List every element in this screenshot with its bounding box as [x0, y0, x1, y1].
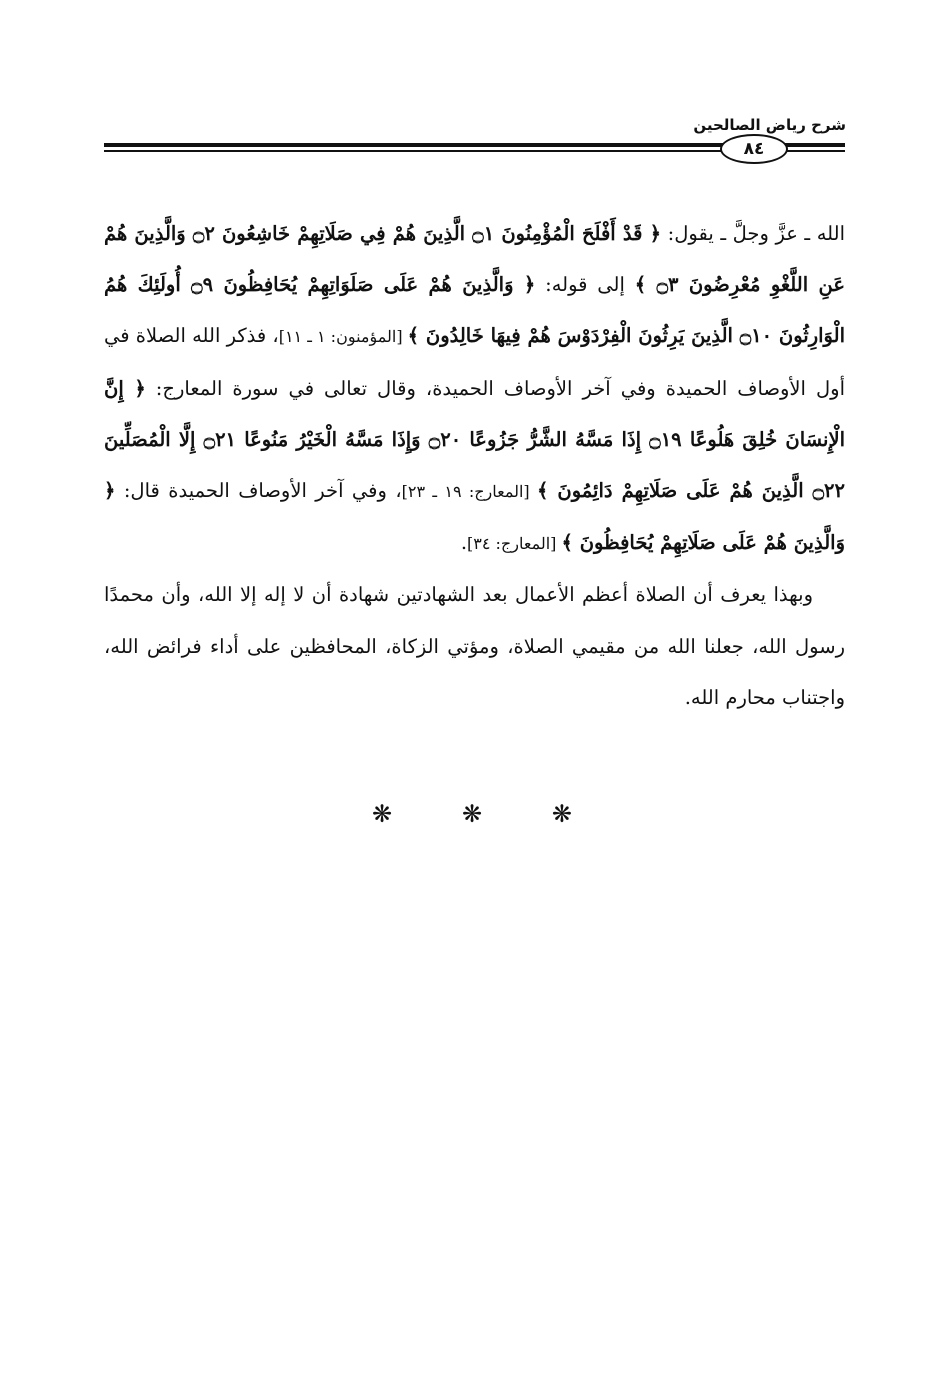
quran-quote: ﴿ قَدْ أَفْلَحَ الْمُؤْمِنُونَ ۝١ الَّذِينَ هُمْ فِي صَلَاتِهِمْ خَاشِعُونَ ۝٢ وَالَّذِينَ هُمْ عَنِ اللَّغْوِ مُعْرِضُونَ ۝٣ ﴾ [104, 222, 845, 297]
verse-reference: [المؤمنون: ١ ـ ١١] [278, 327, 408, 347]
text-segment: إلى قوله: [535, 273, 635, 297]
text-segment: ، فذكر الله الصلاة في أول الأوصاف الحميدة وفي آخر الأوصاف الحميدة، وقال تعالى في سورة المعارج: [104, 324, 845, 400]
page-body [104, 208, 845, 723]
ornament-star-icon: ❋ [551, 800, 572, 828]
quran-quote: ﴿ وَالَّذِينَ هُمْ عَلَى صَلَاتِهِمْ يُحَافِظُونَ ﴾ [104, 479, 845, 555]
text-segment: الله ـ عزَّ وجلَّ ـ يقول: [661, 222, 845, 245]
text-segment: . [460, 531, 468, 555]
page-number: ٨٤ [720, 134, 788, 164]
verse-reference: [المعارج: ٣٤] [467, 534, 562, 554]
quran-quote: ﴿ إِنَّ الْإِنسَانَ خُلِقَ هَلُوعًا ۝١٩ إِذَا مَسَّهُ الشَّرُّ جَزُوعًا ۝٢٠ وَإِذَا مَسَّهُ الْخَيْرُ مَنُوعًا ۝٢١ إِلَّا الْمُصَلِّينَ ۝٢٢ الَّذِينَ هُمْ عَلَى صَلَاتِهِمْ دَائِمُونَ ﴾ [104, 376, 845, 503]
ornament-star-icon: ❋ [372, 800, 393, 828]
ornament-star-icon: ❋ [461, 800, 483, 828]
paragraph-2: وبهذا يعرف أن الصلاة أعظم الأعمال بعد الشهادتين شهادة أن لا إله إلا الله، وأن محمدًا رسول الله، جعلنا الله من مقيمي الصلاة، ومؤتي الزكاة، المحافظين على أداء فرائض الله، واجتناب محارم الله. [104, 583, 845, 709]
paragraph-1 [104, 208, 845, 569]
running-header-title: شرح رياض الصالحين [693, 116, 846, 134]
header-rule [104, 134, 845, 168]
section-separator [372, 800, 572, 828]
quran-quote: ﴿ وَالَّذِينَ هُمْ عَلَى صَلَوَاتِهِمْ يُحَافِظُونَ ۝٩ أُولَئِكَ هُمُ الْوَارِثُونَ ۝١٠ الَّذِينَ يَرِثُونَ الْفِرْدَوْسَ هُمْ فِيهَا خَالِدُونَ ﴾ [104, 273, 845, 348]
verse-reference: [المعارج: ١٩ ـ ٢٣] [401, 482, 537, 502]
text-segment: ، وفي آخر الأوصاف الحميدة قال: [115, 479, 402, 503]
